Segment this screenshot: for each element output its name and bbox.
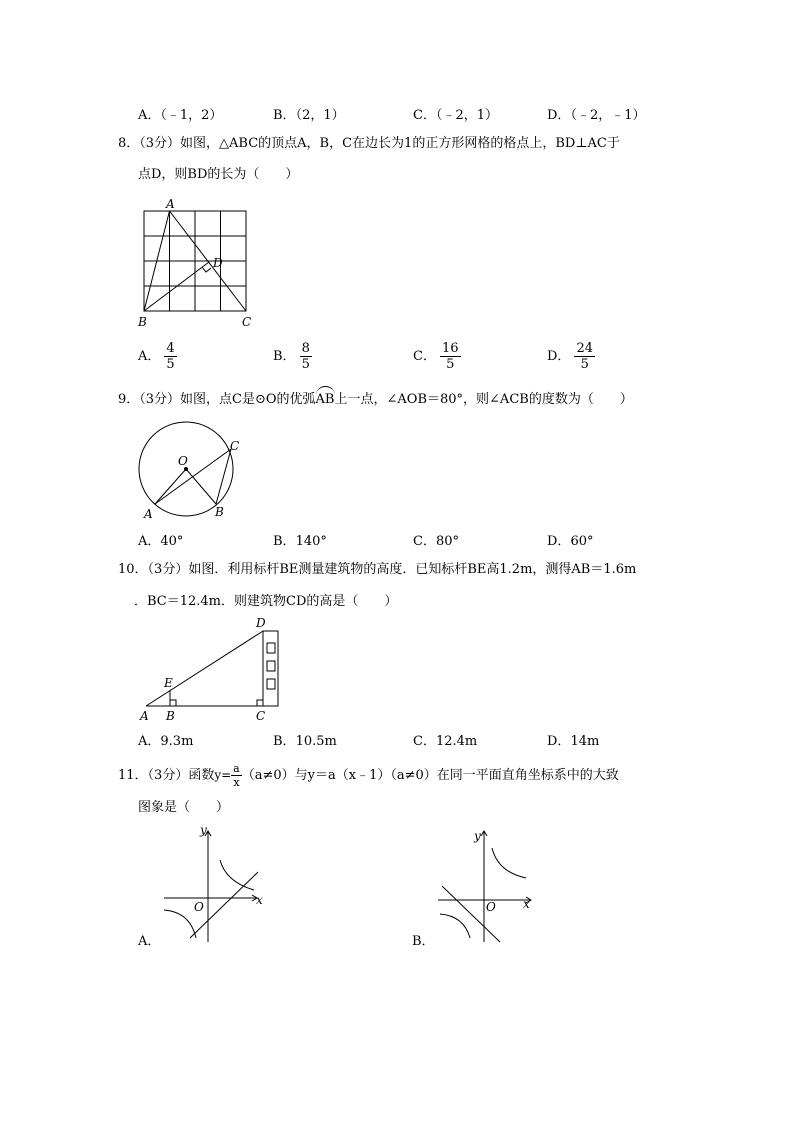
q11a-origin: O [194,900,204,914]
q11a-y-label: y [200,823,207,837]
q11-option-b-label: B． [412,934,435,949]
q10-figure [136,614,286,724]
q11b-y-label: y [474,829,481,843]
q10-label-c: C [256,709,266,723]
q8-stem-line2: 点D，则BD的长为（ ） [138,167,299,182]
q8-label-d: D [213,256,223,270]
q10-stem-line1: 10．（3分）如图．利用标杆BE测量建筑物的高度．已知标杆BE高1.2m，测得AB＝1.6m [118,562,637,577]
q10-option-a: A．9.3m [138,734,194,749]
q10-label-b: B [166,709,175,723]
q8-option-c: C． $\frac{16}{5}$ [413,341,459,372]
q9-option-d: D．60° [547,534,594,549]
q10-label-d: D [256,616,266,630]
q9-figure [130,412,250,522]
q9-label-b: B [215,505,224,519]
q8-figure [130,196,270,332]
q9-stem: 9．（3分）如图，点C是⊙O的优弧AB上一点，∠AOB＝80°，则∠ACB的度数为（ ） [118,392,633,407]
q8-option-b: B． $\frac{8}{5}$ [273,341,310,372]
q10-stem-line2: ．BC＝12.4m．则建筑物CD的高是（ ） [134,594,398,609]
q11-option-a-label: A． [138,934,161,949]
q11-stem-line1: 11．（3分）函数y= $\frac{a}{x}$ （a≠0）与y＝a（x﹣1）（a≠0）在同一平面直角坐标系中的大致 [118,762,619,789]
q10-option-c: C．12.4m [413,734,478,749]
q9-option-b: B．140° [273,534,327,549]
q8-label-a: A [166,197,175,211]
q11b-x-label: x [523,897,530,911]
q10-option-d: D．14m [547,734,600,749]
q9-label-a: A [144,507,153,521]
q7-option-b: B．（2，1） [273,108,345,123]
q9-arc-ab: AB [315,392,335,407]
q9-option-a: A．40° [138,534,184,549]
q7-option-d: D．（﹣2，﹣1） [547,108,646,123]
q11-stem-line2: 图象是（ ） [138,800,230,815]
q8-stem-line1: 8．（3分）如图，△ABC的顶点A，B，C在边长为1的正方形网格的格点上，BD⊥AC于 [118,136,620,151]
q10-option-b: B．10.5m [273,734,337,749]
q11b-origin: O [486,900,496,914]
q10-label-e: E [164,676,173,690]
q11a-x-label: x [256,893,263,907]
q8-label-b: B [138,315,147,329]
q8-label-c: C [242,315,252,329]
q8-option-a: A． $\frac{4}{5}$ [138,341,175,372]
q9-label-o: O [178,454,188,468]
q8-option-d: D． $\frac{24}{5}$ [547,341,593,372]
q7-option-a: A．（﹣1，2） [138,108,223,123]
q7-option-c: C．（﹣2，1） [413,108,498,123]
q10-label-a: A [140,709,149,723]
q11-graph-a [160,820,270,945]
q9-option-c: C．80° [413,534,459,549]
q9-label-c: C [230,439,240,453]
q11-graph-b [434,820,544,945]
